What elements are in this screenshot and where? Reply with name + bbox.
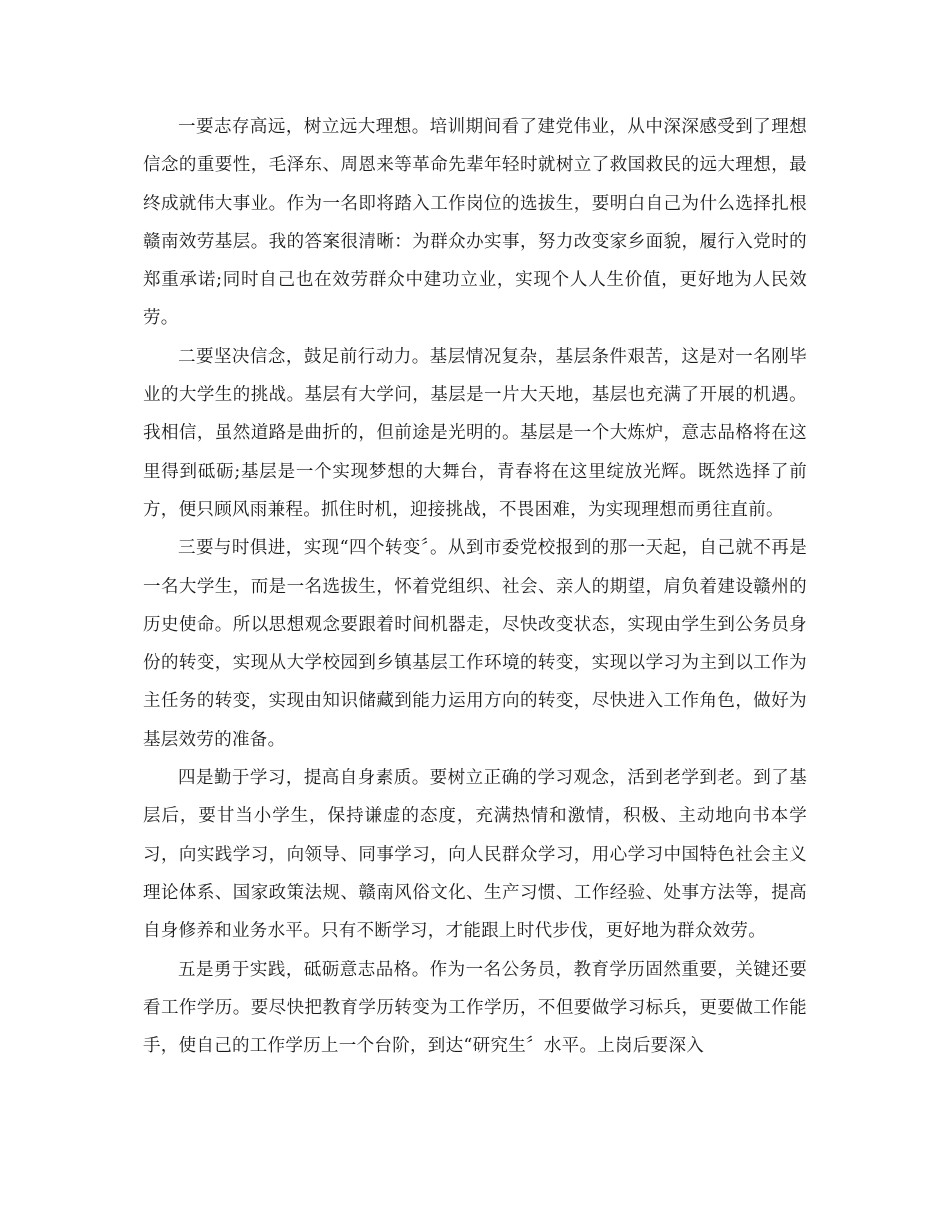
paragraph-3: 三要与时俱进，实现“四个转变〞。从到市委党校报到的那一天起，自己就不再是一名大学生，而是一名选拔生，怀着党组织、社会、亲人的期望，肩负着建设赣州的历史使命。所以思想观念要跟着时间机器走，尽快改变状态，实现由学生到公务员身份的转变，实现从大学校园到乡镇基层工作环境的转变，实现以学习为主到以工作为主任务的转变，实现由知识储藏到能力运用方向的转变，尽快进入工作角色，做好为基层效劳的准备。: [143, 538, 807, 750]
paragraph-5: 五是勇于实践，砥砺意志品格。作为一名公务员，教育学历固然重要，关键还要看工作学历。要尽快把教育学历转变为工作学历，不但要做学习标兵，更要做工作能手，使自己的工作学历上一个台阶，到达“研究生〞水平。上岗后要深入: [143, 959, 807, 1057]
document-body: [143, 108, 807, 1065]
paragraph-4: 四是勤于学习，提高自身素质。要树立正确的学习观念，活到老学到老。到了基层后，要甘当小学生，保持谦虚的态度，充满热情和激情，积极、主动地向书本学习，向实践学习，向领导、同事学习，向人民群众学习，用心学习中国特色社会主义理论体系、国家政策法规、赣南风俗文化、生产习惯、工作经验、处事方法等，提高自身修养和业务水平。只有不断学习，才能跟上时代步伐，更好地为群众效劳。: [143, 768, 807, 942]
paragraph-2: 二要坚决信念，鼓足前行动力。基层情况复杂，基层条件艰苦，这是对一名刚毕业的大学生的挑战。基层有大学问，基层是一片大天地，基层也充满了开展的机遇。我相信，虽然道路是曲折的，但前途是光明的。基层是一个大炼炉，意志品格将在这里得到砥砺;基层是一个实现梦想的大舞台，青春将在这里绽放光辉。既然选择了前方，便只顾风雨兼程。抓住时机，迎接挑战，不畏困难，为实现理想而勇往直前。: [143, 346, 807, 520]
paragraph-1: 一要志存高远，树立远大理想。培训期间看了建党伟业，从中深深感受到了理想信念的重要性，毛泽东、周恩来等革命先辈年轻时就树立了救国救民的远大理想，最终成就伟大事业。作为一名即将踏入工作岗位的选拔生，要明白自己为什么选择扎根赣南效劳基层。我的答案很清晰：为群众办实事，努力改变家乡面貌，履行入党时的郑重承诺;同时自己也在效劳群众中建功立业，实现个人人生价值，更好地为人民效劳。: [143, 117, 807, 329]
